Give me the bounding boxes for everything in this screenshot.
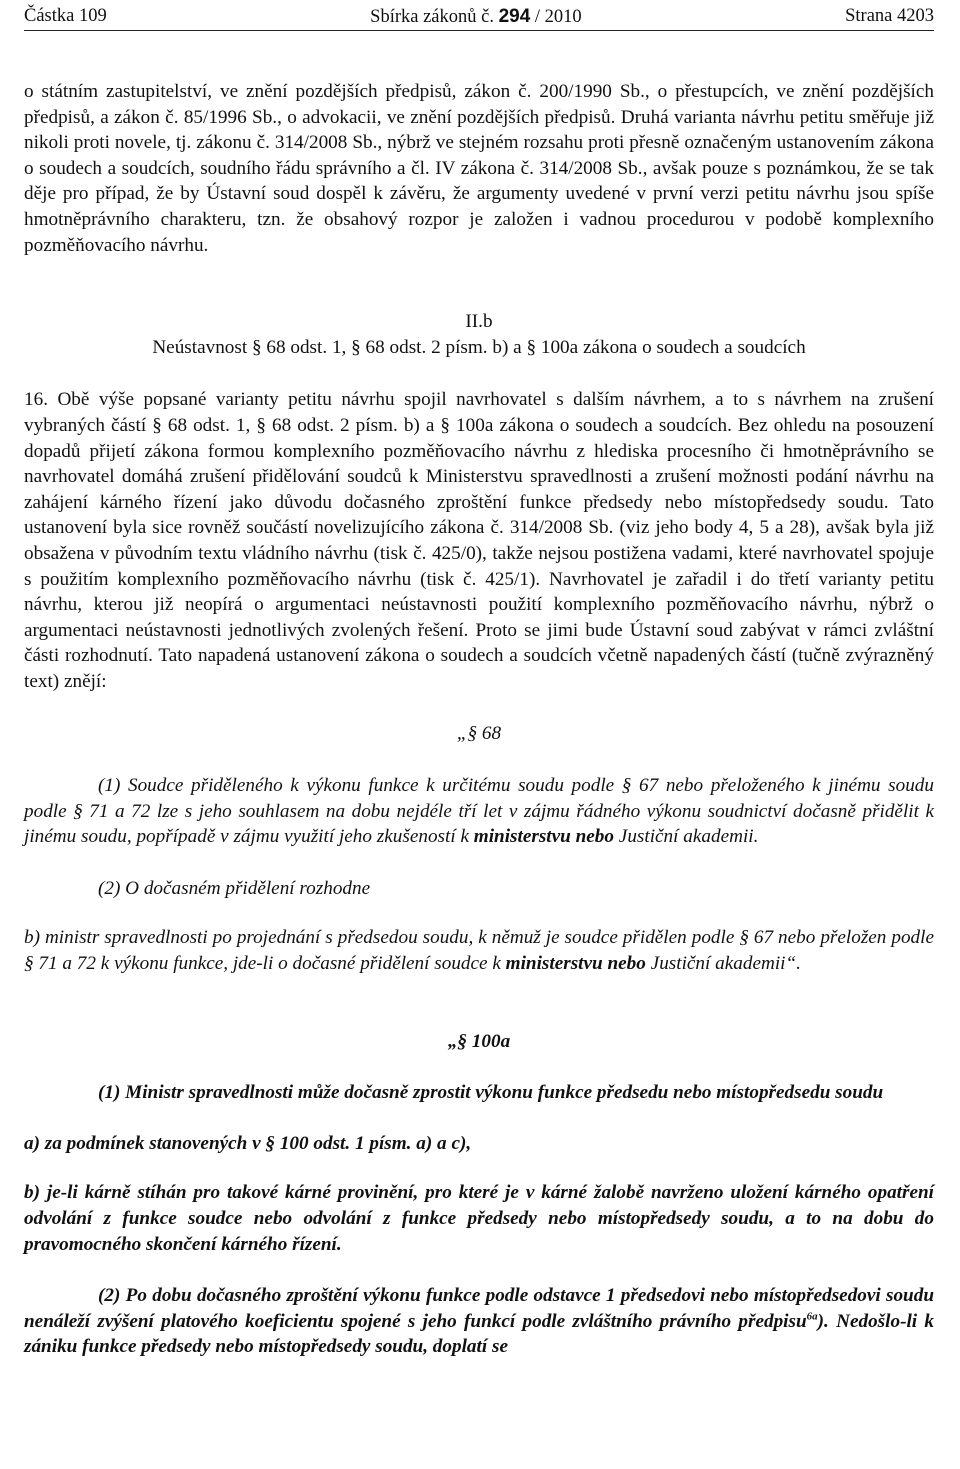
bold-text-run: ministerstvu nebo (473, 826, 614, 848)
header-collection (370, 4, 582, 31)
section-number: II.b (465, 311, 493, 333)
section-100a-heading: „§ 100a (447, 1030, 511, 1052)
document-body (24, 79, 934, 1360)
text-run: (2) Po dobu dočasného zproštění výkonu funkce podle odstavce 1 předsedovi nebo místopředsedovi soudu nenáleží zvýšení platového koeficientu spojené s jeho funkcí podle zvláštního právního předpisu (24, 1285, 934, 1332)
section-68-para-2: (2) O dočasném přidělení rozhodne (98, 877, 371, 899)
section-100a-para-1: (1) Ministr spravedlnosti může dočasně zprostit výkonu funkce předsedu nebo místopředsedu soudu (98, 1082, 884, 1104)
section-68-heading: „§ 68 (456, 723, 502, 745)
header-part: Částka 109 (24, 6, 107, 27)
section-100a-letter-b: b) je-li kárně stíhán pro takové kárné provinění, pro které je v kárné žalobě navrženo uložení kárného opatření odvolání z funkce soudce nebo odvolání z funkce předsedy nebo místopředsedy soudu, a to na dobu do pravomocného skončení kárného řízení. (24, 1182, 934, 1255)
header-collection-year: / 2010 (534, 6, 582, 27)
text-run: (1) Soudce přiděleného k výkonu funkce k určitému soudu podle § 67 nebo přeloženého k jinému soudu podle § 71 a 72 lze s jeho souhlasem na dobu nejdéle tří let v zájmu řádného výkonu soudnictví dočasně přidělit k jinému soudu, popřípadě v zájmu využití jeho zkušeností k (24, 775, 934, 848)
header-collection-number: 294 (498, 5, 531, 27)
footnote-ref: 6a (806, 1310, 818, 1323)
section-68-para-1 (24, 773, 934, 850)
header-collection-prefix: Sbírka zákonů č. (370, 6, 494, 27)
text-run: b) ministr spravedlnosti po projednání s předsedou soudu, k němuž je soudce přidělen podle § 67 nebo přeložen podle § 71 a 72 k výkonu funkce, jde-li o dočasné přidělení soudce k (24, 927, 934, 975)
section-100a-para-2 (24, 1283, 934, 1360)
text-run: Justiční akademii“. (645, 953, 801, 975)
header-page-number: Strana 4203 (845, 6, 934, 27)
paragraph-intro: o státním zastupitelství, ve znění pozdějších předpisů, zákon č. 200/1990 Sb., o přestupcích, ve znění pozdějších předpisů, a zákon č. 85/1996 Sb., o advokacii, ve znění pozdějších předpisů. Druhá varianta návrhu petitu směřuje již nikoli proti novele, tj. zákonu č. 314/2008 Sb., nýbrž ve stejném rozsahu proti přesně označeným ustanovením zákona o soudech a soudcích, soudního řádu správního a čl. IV zákona č. 314/2008 Sb., avšak pouze s poznámkou, že se tak děje pro případ, že by Ústavní soud dospěl k závěru, že argumenty uvedené v první verzi petitu návrhu jsou spíše hmotněprávního charakteru, tzn. že obsahový rozpor je založen i vadnou procedurou v podobě komplexního pozměňovacího návrhu. (24, 81, 934, 256)
section-100a-letter-a: a) za podmínek stanovených v § 100 odst. 1 písm. a) a c), (24, 1132, 472, 1154)
paragraph-16: 16. Obě výše popsané varianty petitu návrhu spojil navrhovatel s dalším návrhem, a to s návrhem na zrušení vybraných částí § 68 odst. 1, § 68 odst. 2 písm. b) a § 100a zákona o soudech a soudcích. Bez ohledu na posouzení dopadů přijetí zákona formou komplexního pozměňovacího návrhu z hlediska procesního či hmotněprávního se navrhovatel domáhá zrušení přidělování soudců k Ministerstvu spravedlnosti a zrušení možnosti podání návrhu na zahájení kárného řízení jako důvodu dočasného zproštění funkce předsedy nebo místopředsedy soudu. Tato ustanovení byla sice rovněž součástí novelizujícího zákona č. 314/2008 Sb. (viz jeho body 4, 5 a 28), avšak byla již obsažena v původním textu vládního návrhu (tisk č. 425/0), takže nejsou postižena vadami, které navrhovatel spojuje s použitím komplexního pozměňovacího návrhu (tisk č. 425/1). Navrhovatel je zařadil i do třetí varianty petitu návrhu, kterou již neopírá o argumentaci neústavnosti použití komplexního pozměňovacího návrhu, nýbrž o argumentaci neústavnosti jednotlivých zvolených řešení. Proto se jimi bude Ústavní soud zabývat v rámci zvláštní části rozhodnutí. Tato napadená ustanovení zákona o soudech a soudcích včetně napadených částí (tučně zvýrazněný text) znějí: (24, 389, 934, 692)
text-run: ). Nedošlo-li k zániku funkce předsedy nebo místopředsedy soudu, doplatí se (24, 1310, 934, 1358)
page-header (24, 4, 934, 31)
section-68-letter-b (24, 925, 934, 976)
text-run: Justiční akademii. (614, 826, 759, 848)
bold-text-run: ministerstvu nebo (505, 953, 646, 975)
section-title: Neústavnost § 68 odst. 1, § 68 odst. 2 písm. b) a § 100a zákona o soudech a soudcích (152, 336, 806, 358)
